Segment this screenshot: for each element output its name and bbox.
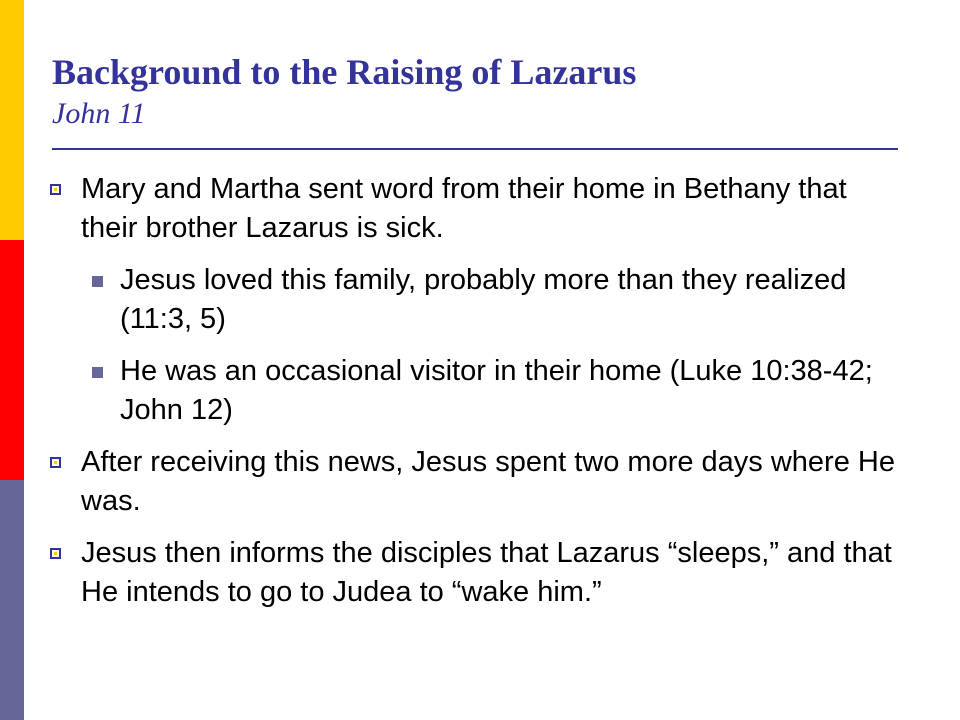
slide-body (46, 170, 906, 625)
title-underline-rule (52, 148, 898, 150)
side-bar-yellow-segment (0, 0, 24, 240)
hollow-square-bullet-icon (50, 184, 61, 195)
filled-square-bullet-icon (92, 367, 103, 378)
bullet-text: After receiving this news, Jesus spent two more days where He was. (81, 446, 895, 517)
slide-subtitle: John 11 (52, 97, 146, 130)
filled-square-bullet-icon (92, 276, 103, 287)
bullet-item (46, 534, 906, 612)
slide-title: Background to the Raising of Lazarus (52, 52, 637, 92)
sub-bullet-item (46, 352, 906, 430)
bullet-item (46, 170, 906, 248)
sub-bullet-text: He was an occasional visitor in their home (Luke 10:38-42; John 12) (120, 355, 873, 426)
sub-bullet-text: Jesus loved this family, probably more than they realized (11:3, 5) (120, 264, 847, 335)
side-bar-purple-segment (0, 480, 24, 720)
bullet-item (46, 443, 906, 521)
side-bar-red-segment (0, 240, 24, 480)
hollow-square-bullet-icon (50, 548, 61, 559)
sub-bullet-item (46, 261, 906, 339)
slide-title-block (52, 50, 912, 132)
bullet-text: Jesus then informs the disciples that Lazarus “sleeps,” and that He intends to go to Judea to “wake him.” (81, 537, 892, 608)
decorative-side-bar (0, 0, 24, 720)
hollow-square-bullet-icon (50, 457, 61, 468)
bullet-text: Mary and Martha sent word from their home in Bethany that their brother Lazarus is sick. (81, 173, 847, 244)
